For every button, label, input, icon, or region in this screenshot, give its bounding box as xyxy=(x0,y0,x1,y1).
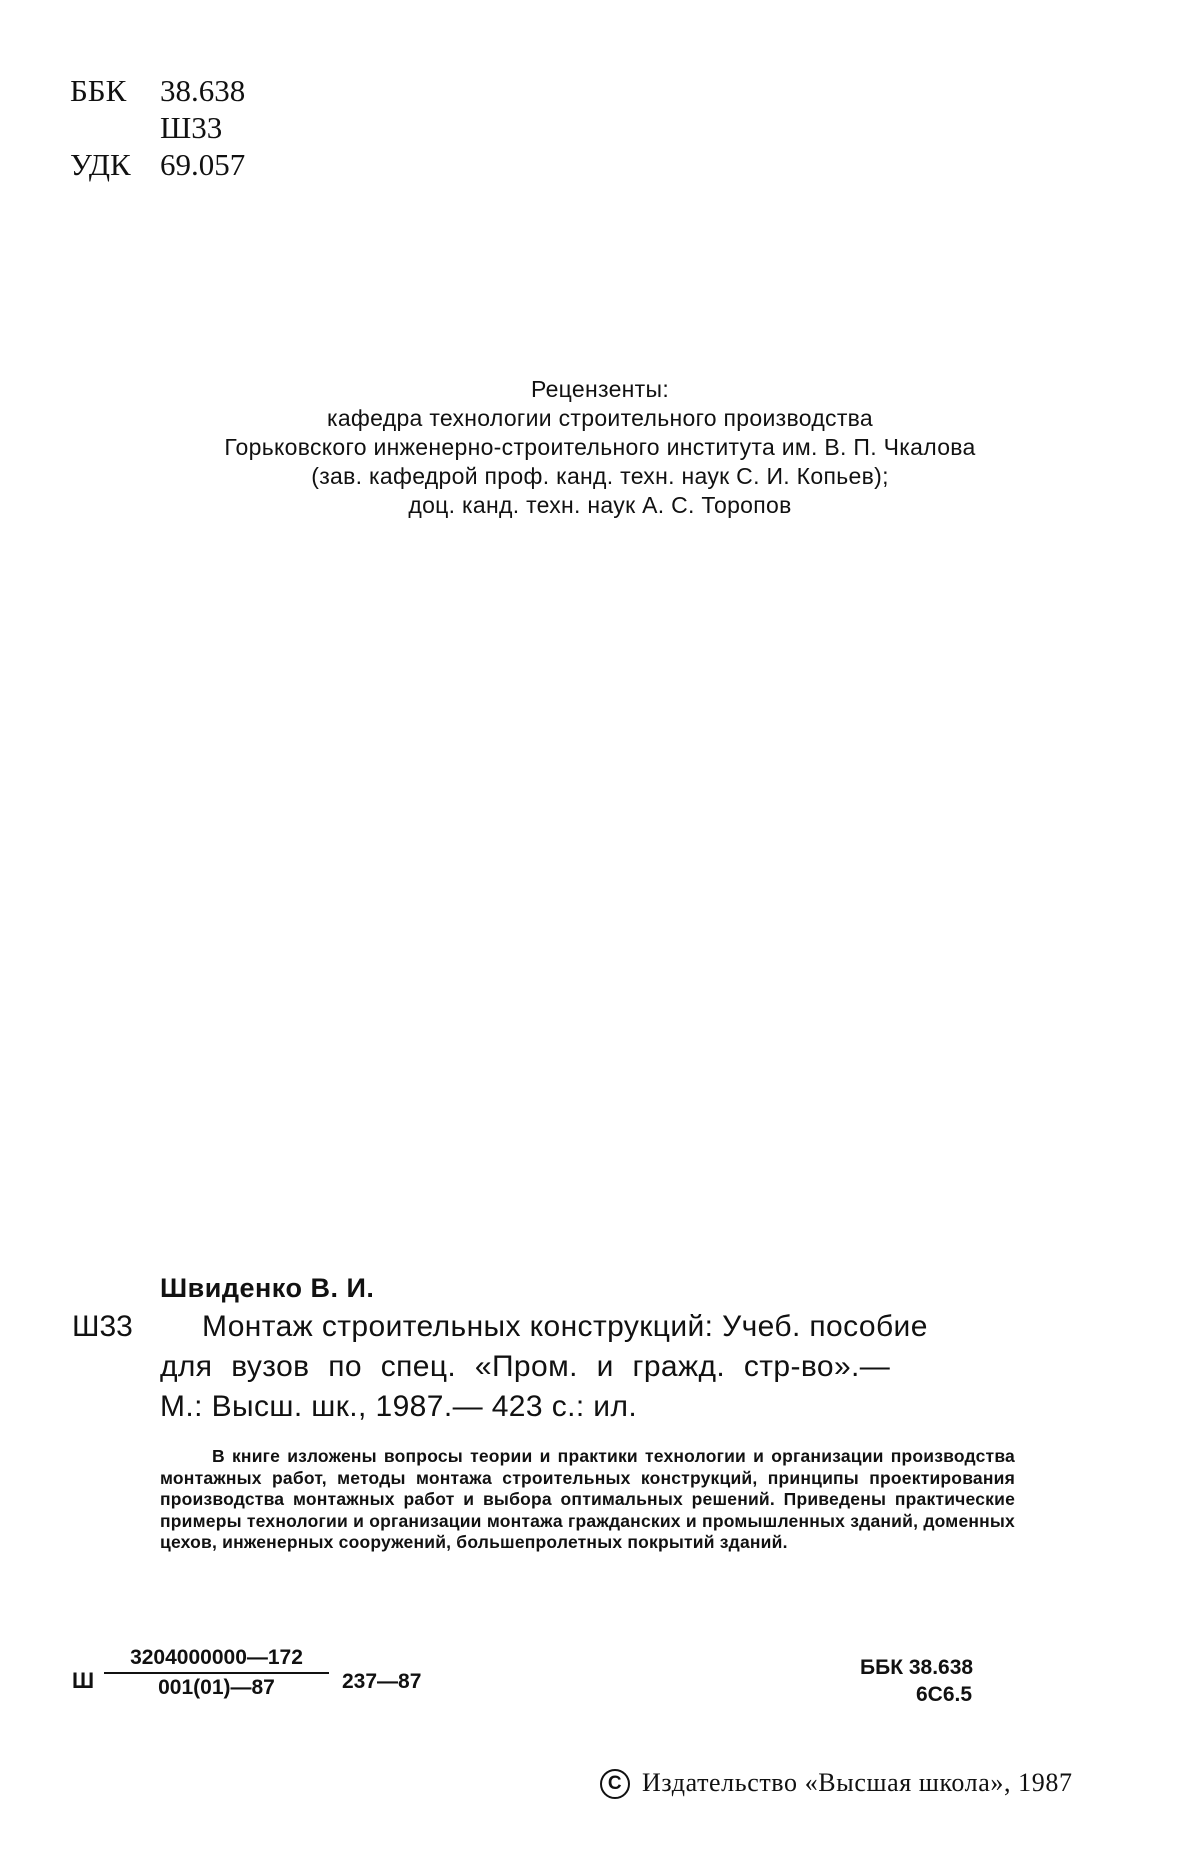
reviewers-line: Горьковского инженерно-строительного института им. В. П. Чкалова xyxy=(224,434,976,460)
title-line: для вузов по спец. «Пром. и гражд. стр-во».— xyxy=(160,1350,891,1383)
copyright-icon: C xyxy=(600,1769,630,1799)
publication-code-denominator: 001(01)—87 xyxy=(158,1676,275,1699)
reviewers-line: (зав. кафедрой проф. канд. техн. наук С. И. Копьев); xyxy=(311,463,889,489)
classification-block xyxy=(70,72,245,183)
publication-code-fraction xyxy=(104,1646,329,1700)
classification-value: Ш33 xyxy=(160,110,223,145)
copyright-line xyxy=(600,1768,1073,1799)
reviewers-block xyxy=(0,375,1200,520)
publication-code-letter: Ш xyxy=(72,1668,95,1693)
classification-value: 69.057 xyxy=(160,147,246,182)
annotation-paragraph: В книге изложены вопросы теории и практики технологии и организации производства монтажных работ, методы монтажа строительных конструкций, принципы проектирования производства монтажных работ и выбора оптимальных решений. Приведены практические примеры технологии и организации монтажа гражданских и промышленных зданий, доменных цехов, инженерных сооружений, большепролетных покрытий зданий. xyxy=(160,1446,1015,1552)
classification-code: ББК xyxy=(70,73,127,108)
reviewers-heading: Рецензенты: xyxy=(530,376,670,402)
classification-code: УДК xyxy=(70,147,131,182)
bbk-index-line: ББК 38.638 xyxy=(860,1656,974,1679)
title-line: М.: Высш. шк., 1987.— 423 с.: ил. xyxy=(160,1390,638,1423)
copyright-text: Издательство «Высшая школа», 1987 xyxy=(642,1768,1073,1797)
bbk-index-line: 6С6.5 xyxy=(916,1683,973,1706)
call-number: Ш33 xyxy=(72,1310,133,1343)
classification-code xyxy=(70,109,160,146)
classification-row-author-sign xyxy=(70,109,245,146)
publication-code-numerator: 3204000000—172 xyxy=(130,1646,303,1669)
reviewers-line: кафедра технологии строительного производства xyxy=(326,405,874,431)
bbk-index-block xyxy=(860,1654,973,1708)
classification-row-udk xyxy=(70,146,245,183)
title-line: Монтаж строительных конструкций: Учеб. пособие xyxy=(202,1310,928,1343)
classification-row-bbk xyxy=(70,72,245,109)
classification-value: 38.638 xyxy=(160,73,246,108)
reviewers-line: доц. канд. техн. наук А. С. Торопов xyxy=(408,492,792,518)
author-name: Швиденко В. И. xyxy=(160,1273,375,1303)
publication-code-suffix: 237—87 xyxy=(342,1670,422,1693)
